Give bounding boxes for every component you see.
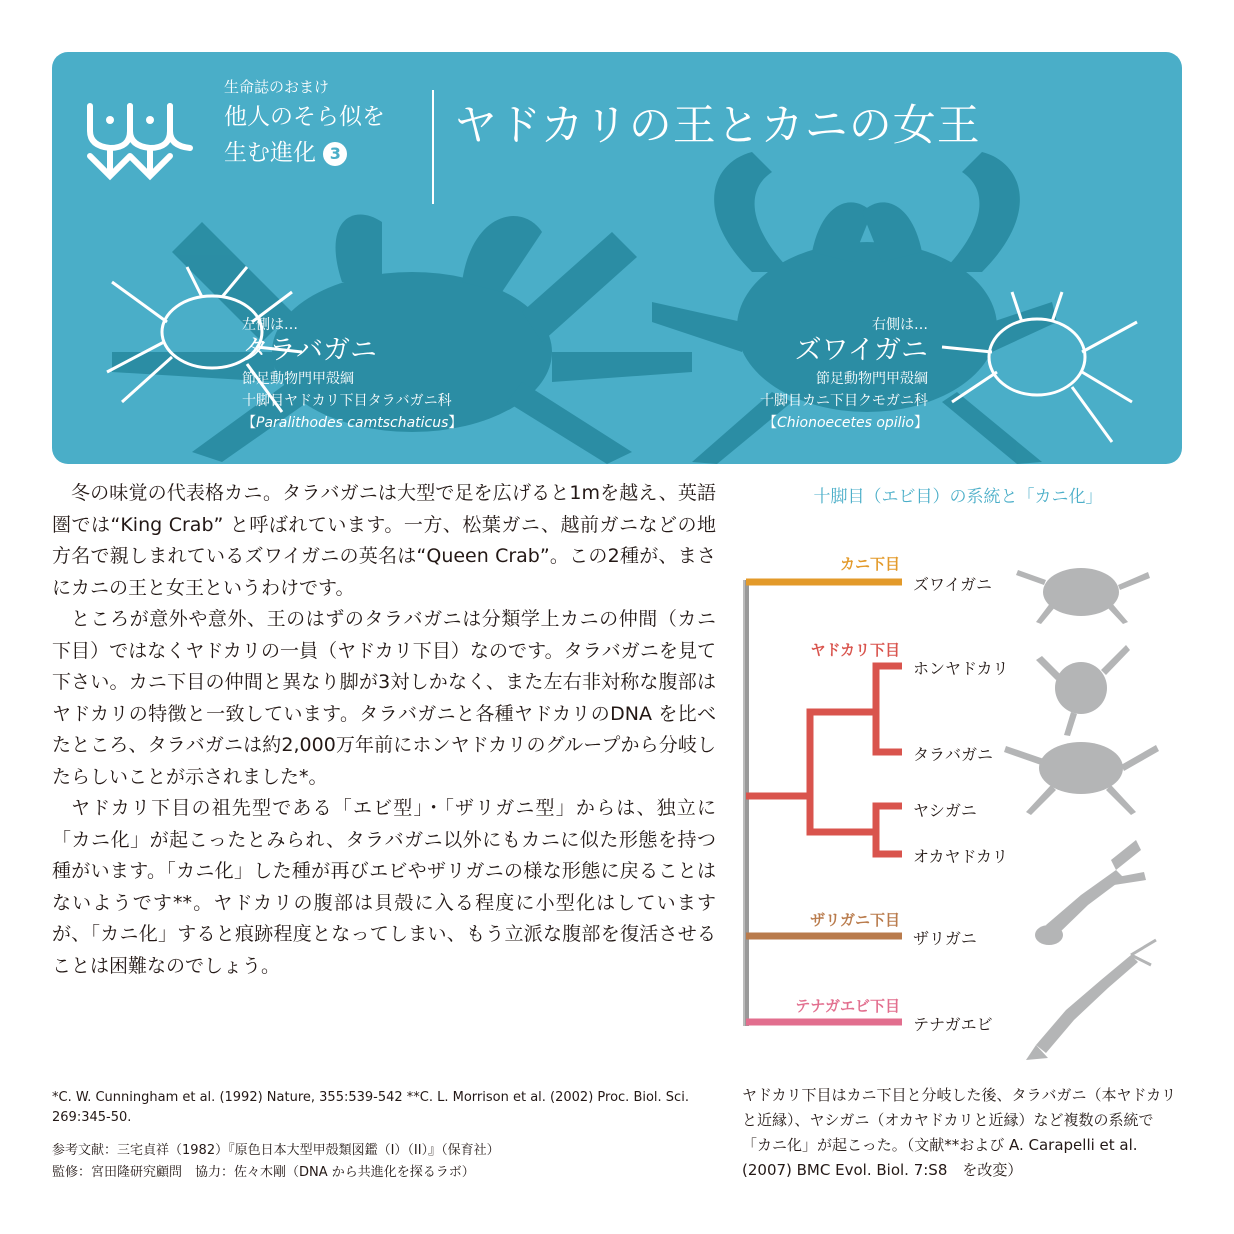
taxon-tenagaebi: テナガエビ xyxy=(913,1015,993,1034)
left-species-lead: 左側は… xyxy=(242,317,298,333)
left-species-scientific-name: Paralithodes camtschaticus xyxy=(256,415,449,431)
series-small: 生命誌のおまけ xyxy=(224,78,330,96)
paragraph-1: 冬の味覚の代表格カニ。タラバガニは大型で足を広げると1mを越え、英語圏では“King Crab” と呼ばれています。一方、松葉ガニ、越前ガニなどの地方名で親しまれているズワイガニの英名は“Queen Crab”。この2種が、まさにカニの王と女王というわけです。 xyxy=(52,482,716,599)
supervision-line: 監修：宮田隆研究顧問 協力：佐々木剛（DNA から共進化を探るラボ） xyxy=(52,1165,475,1180)
crayfish-icon xyxy=(1035,840,1146,945)
branch-hermit xyxy=(746,666,902,854)
references xyxy=(52,1140,712,1184)
right-species-sci: 【Chionoecetes opilio】 xyxy=(763,415,928,431)
right-species-class2: 十脚目カニ下目クモガニ科 xyxy=(760,393,928,409)
figure-caption: ヤドカリ下目はカニ下目と分岐した後、タラバガニ（本ヤドカリと近縁）、ヤシガニ（オカヤドカリと近縁）など複数の系統で「カニ化」が起こった。（文献**および A. Carapelli et al. (2007) BMC Evol. Biol. 7:S8 を改変） xyxy=(742,1086,1177,1179)
taxon-zarigani: ザリガニ xyxy=(913,929,977,948)
taxon-taraba: タラバガニ xyxy=(913,745,994,764)
right-species-class1: 節足動物門甲殻綱 xyxy=(816,371,928,387)
right-species-name: ズワイガニ xyxy=(794,335,928,366)
series-label xyxy=(224,76,385,169)
series-logo-icon xyxy=(80,76,200,196)
left-species-name: タラバガニ xyxy=(242,335,377,366)
group-label-hermit: ヤドカリ下目 xyxy=(810,641,900,659)
right-species-info xyxy=(672,314,928,434)
article-body xyxy=(52,478,716,982)
taxon-okayadokari: オカヤドカリ xyxy=(913,847,1009,866)
group-label-crab: カニ下目 xyxy=(839,555,900,573)
shrimp-icon xyxy=(1026,940,1156,1060)
paragraph-2: ところが意外や意外、王のはずのタラバガニは分類学上カニの仲間（カニ下目）ではなくヤドカリの一員（ヤドカリ下目）なのです。タラバガニを見て下さい。カニ下目の仲間と異なり脚が3対しかなく、また左右非対称な腹部はヤドカリの特徴と一致しています。タラバガニと各種ヤドカリのDNA を比べたところ、タラバガニは約2,000万年前にホンヤドカリのグループから分岐したらしいことが示されました*。 xyxy=(52,608,716,788)
hermit-crab-icon xyxy=(1036,645,1130,736)
header-divider xyxy=(432,90,434,204)
left-species-class1: 節足動物門甲殻綱 xyxy=(242,371,354,387)
left-species-sci: 【Paralithodes camtschaticus】 xyxy=(242,415,463,431)
page-title: ヤドカリの王とカニの女王 xyxy=(454,101,981,151)
group-label-crayfish: ザリガニ下目 xyxy=(810,911,900,929)
left-species-class2: 十脚目ヤドカリ下目タラバガニ科 xyxy=(242,393,452,409)
figure-title: 十脚目（エビ目）の系統と「カニ化」 xyxy=(813,487,1103,507)
series-number-badge: 3 xyxy=(323,142,347,166)
header-banner xyxy=(52,52,1182,464)
series-line-1: 他人のそら似を xyxy=(224,104,385,130)
taxon-honyadokari: ホンヤドカリ xyxy=(913,659,1009,678)
taxon-yashigani: ヤシガニ xyxy=(913,801,977,820)
series-line-2: 生む進化 xyxy=(224,140,316,166)
group-label-shrimp: テナガエビ下目 xyxy=(795,997,900,1015)
taxon-zuwai: ズワイガニ xyxy=(913,575,993,594)
footnote: *C. W. Cunningham et al. (1992) Nature, 355:539-542 **C. L. Morrison et al. (2002) Proc. Biol. Sci. 269:345-50. xyxy=(52,1090,689,1125)
reference-line: 参考文献：三宅貞祥（1982）『原色日本大型甲殻類図鑑（I）（II）』（保育社） xyxy=(52,1143,500,1158)
left-species-info xyxy=(242,314,512,434)
right-species-scientific-name: Chionoecetes opilio xyxy=(777,415,914,431)
right-species-lead: 右側は… xyxy=(872,317,928,333)
paragraph-3: ヤドカリ下目の祖先型である「エビ型」・「ザリガニ型」からは、独立に「カニ化」が起こったとみられ、タラバガニ以外にもカニに似た形態を持つ種がいます。「カニ化」した種が再びエビやザリガニの様な形態に戻ることはないようです**。ヤドカリの腹部は貝殻に入る程度に小型化はしていますが、「カニ化」すると痕跡程度となってしまい、もう立派な腹部を復活させることは困難なのでしょう。 xyxy=(52,797,716,977)
king-crab-icon xyxy=(1004,742,1159,815)
snow-crab-icon xyxy=(1016,568,1150,624)
